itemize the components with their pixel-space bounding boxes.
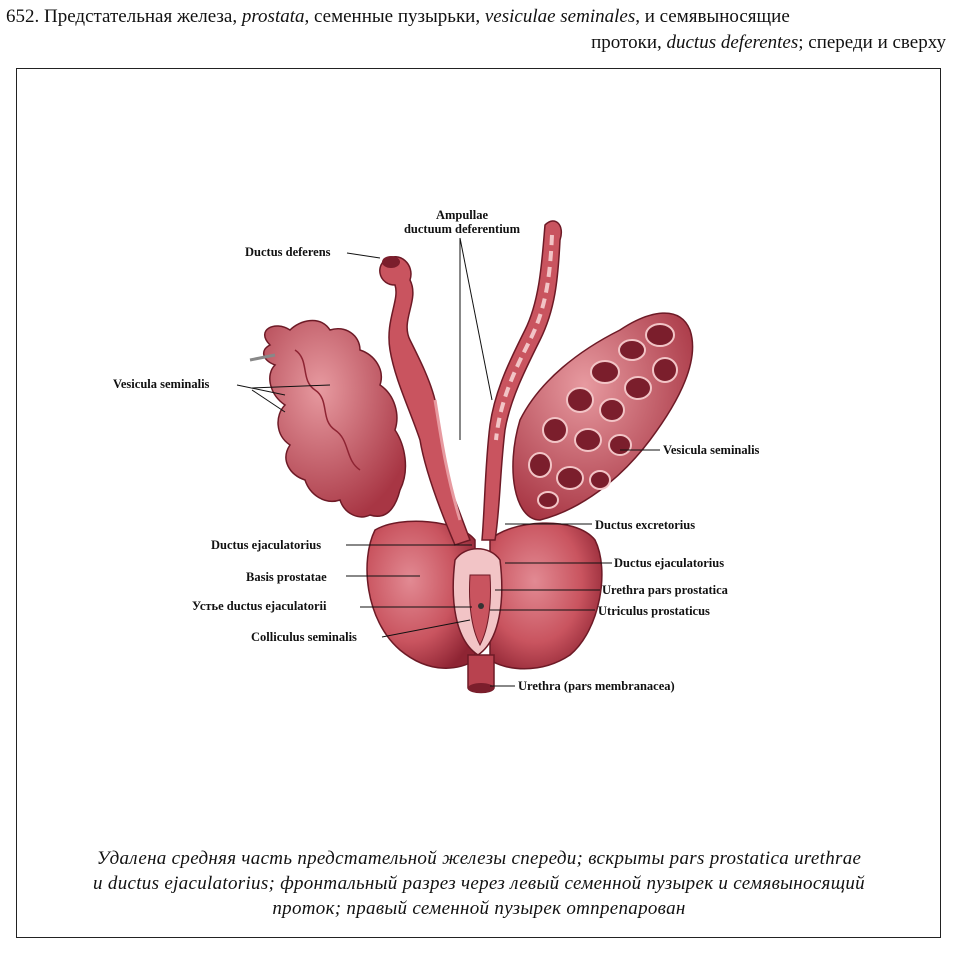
title-text-3: , и семявыносящие xyxy=(635,6,790,27)
caption-line-1: Удалена средняя часть предстательной железы спереди; вскрыты pars prostatica urethrae xyxy=(96,848,862,869)
title-text-2: , семенные пузырьки, xyxy=(304,6,485,27)
caption-line-2: и ductus ejaculatorius; фронтальный разрез через левый семенной пузырек и семявыносящий xyxy=(93,873,865,894)
label-ductus-ejaculatorius-left: Ductus ejaculatorius xyxy=(211,538,322,552)
figure-caption xyxy=(24,846,934,921)
label-utriculus-prostaticus: Utriculus prostaticus xyxy=(598,604,710,618)
title-italic-vesiculae: vesiculae seminales xyxy=(484,6,636,27)
label-basis-prostatae: Basis prostatae xyxy=(246,570,327,584)
title-text-1: 652. Предстательная железа, xyxy=(6,6,242,27)
label-ductus-deferens: Ductus deferens xyxy=(245,245,331,259)
label-ductus-ejaculatorius-right: Ductus ejaculatorius xyxy=(614,556,725,570)
label-ductus-excretorius: Ductus excretorius xyxy=(595,518,696,532)
title-text-5: ; спереди и сверху xyxy=(798,32,946,53)
vesicula-seminalis-right xyxy=(513,313,693,520)
vesicula-seminalis-left xyxy=(250,321,405,517)
title-text-4: протоки, xyxy=(591,32,667,53)
title-italic-ductus: ductus deferentes xyxy=(666,32,799,53)
caption-line-3: проток; правый семенной пузырек отпрепарован xyxy=(272,898,686,919)
label-colliculus-seminalis: Colliculus seminalis xyxy=(251,630,357,644)
label-vesicula-seminalis-right: Vesicula seminalis xyxy=(663,443,760,457)
label-vesicula-seminalis-left: Vesicula seminalis xyxy=(113,377,210,391)
title-italic-prostata: prostata xyxy=(241,6,305,27)
label-ampullae: Ampullae ductuum deferentium xyxy=(403,208,521,236)
label-ustye-ductus: Устье ductus ejaculatorii xyxy=(192,599,327,613)
label-urethra-membranacea: Urethra (pars membranacea) xyxy=(518,679,675,693)
label-urethra-pars-prostatica: Urethra pars prostatica xyxy=(602,583,728,597)
